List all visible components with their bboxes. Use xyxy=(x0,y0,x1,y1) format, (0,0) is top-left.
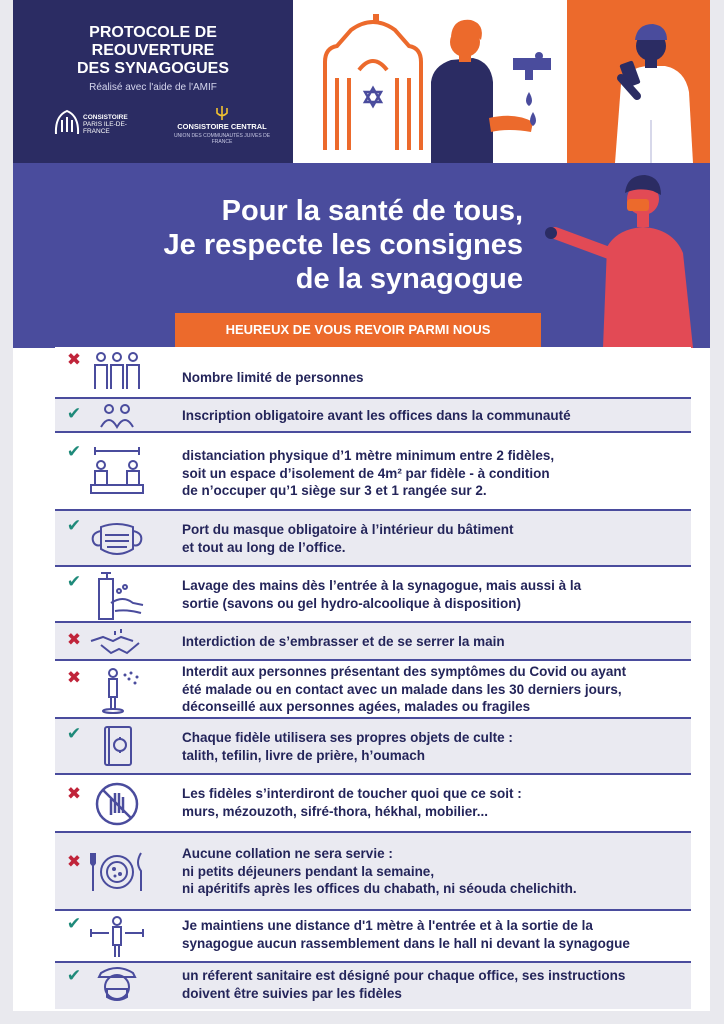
hero-title xyxy=(163,194,523,296)
list-item xyxy=(55,911,691,963)
consistoire-central-logo-tagline: UNION DES COMMUNAUTÉS JUIVES DE FRANCE xyxy=(173,133,271,145)
rule-text: Interdit aux personnes présentant des symptômes du Covid ou ayant été malade ou en contact avec un malade dans les 30 derniers jours, déconseillé aux personnes agées, malades ou fragiles xyxy=(182,664,627,714)
handshake-icon xyxy=(87,627,147,657)
cross-icon: ✖ xyxy=(66,784,82,803)
hero-title-line: de la synagogue xyxy=(295,263,523,295)
cross-icon: ✖ xyxy=(66,350,82,369)
group-of-people-icon xyxy=(87,349,147,397)
rule-text: Port du masque obligatoire à l’intérieur du bâtiment et tout au long de l’office. xyxy=(182,522,514,555)
list-item xyxy=(55,347,691,399)
distance-person-icon xyxy=(87,913,147,961)
consistoire-paris-logo xyxy=(53,104,153,144)
protocol-title-line: REOUVERTURE xyxy=(91,42,215,59)
hero-title-line: Je respecte les consignes xyxy=(163,229,523,261)
list-item xyxy=(55,833,691,911)
prayer-book-icon xyxy=(87,723,147,771)
poster xyxy=(13,0,710,1011)
rule-text: Lavage des mains dès l’entrée à la synagogue, mais aussi à la sortie (savons ou gel hydro-alcoolique à disposition) xyxy=(182,578,582,611)
protocol-title-line: DES SYNAGOGUES xyxy=(76,60,230,77)
registration-people-icon xyxy=(87,401,147,429)
distanced-seats-icon xyxy=(87,445,147,499)
hero-title-line: Pour la santé de tous, xyxy=(221,195,523,227)
rule-text: Aucune collation ne sera servie : ni petits déjeuners pendant la semaine, ni apéritifs après les offices du chabath, ni séouda chelichith. xyxy=(182,846,577,896)
list-item xyxy=(55,567,691,623)
consistoire-paris-emblem-icon xyxy=(53,108,81,138)
check-icon: ✔ xyxy=(66,572,82,591)
consistoire-paris-logo-text: CONSISTOIRE PARIS ILE-DE-FRANCE xyxy=(83,114,128,135)
plate-cutlery-icon xyxy=(87,845,147,899)
header-illustration-panel xyxy=(293,0,567,163)
protocol-title-line: PROTOCOLE DE xyxy=(89,24,217,41)
list-item xyxy=(55,661,691,719)
no-touch-hand-icon xyxy=(87,779,147,829)
rule-text: Interdiction de s’embrasser et de se serrer la main xyxy=(182,634,505,649)
rule-text: Inscription obligatoire avant les offices dans la communauté xyxy=(182,408,571,423)
face-mask-icon xyxy=(87,515,147,563)
list-item xyxy=(55,775,691,833)
list-item xyxy=(55,399,691,433)
rule-text: distanciation physique d’1 mètre minimum entre 2 fidèles, soit un espace d’isolement de 4m² par fidèle - à condition de n’occuper qu’1 siège sur 3 et 1 rangée sur 2. xyxy=(182,448,555,498)
check-icon: ✔ xyxy=(66,914,82,933)
synagogue-handwash-illustration xyxy=(293,0,567,163)
list-item xyxy=(55,623,691,661)
masked-referent-icon xyxy=(87,963,147,1007)
header-band xyxy=(13,0,710,163)
menorah-icon xyxy=(215,104,229,122)
cross-icon: ✖ xyxy=(66,630,82,649)
consistoire-central-logo xyxy=(163,104,281,144)
protocol-title xyxy=(13,24,293,78)
check-icon: ✔ xyxy=(66,966,82,985)
welcome-banner: HEUREUX DE VOUS REVOIR PARMI NOUS xyxy=(175,313,541,347)
list-item xyxy=(55,511,691,567)
cross-icon: ✖ xyxy=(66,852,82,871)
protocol-subtitle: Réalisé avec l'aide de l'AMIF xyxy=(89,82,217,93)
rule-text: un réferent sanitaire est désigné pour chaque office, ses instructions doivent être suivies par les fidèles xyxy=(182,968,626,1001)
check-icon: ✔ xyxy=(66,724,82,743)
reading-man-illustration xyxy=(567,0,710,163)
list-item xyxy=(55,963,691,1009)
hand-sanitizer-icon xyxy=(87,569,147,621)
rule-text: Les fidèles s’interdiront de toucher quoi que ce soit : murs, mézouzoth, sifré-thora, hékhal, mobilier... xyxy=(182,786,522,819)
sick-person-icon xyxy=(87,665,147,715)
masked-woman-illustration xyxy=(533,163,693,348)
check-icon: ✔ xyxy=(66,404,82,423)
rule-text: Nombre limité de personnes xyxy=(182,370,364,385)
rule-text: Chaque fidèle utilisera ses propres objets de culte : talith, tefilin, livre de prière, h’oumach xyxy=(182,730,513,763)
cross-icon: ✖ xyxy=(66,668,82,687)
list-item xyxy=(55,719,691,775)
header-orange-panel xyxy=(567,0,710,163)
rule-text: Je maintiens une distance d'1 mètre à l'entrée et à la sortie de la synagogue aucun rassemblement dans le hall ni devant la synagogue xyxy=(182,918,630,951)
list-item xyxy=(55,433,691,511)
consistoire-central-logo-name: CONSISTOIRE CENTRAL xyxy=(177,122,267,131)
check-icon: ✔ xyxy=(66,516,82,535)
check-icon: ✔ xyxy=(66,442,82,461)
